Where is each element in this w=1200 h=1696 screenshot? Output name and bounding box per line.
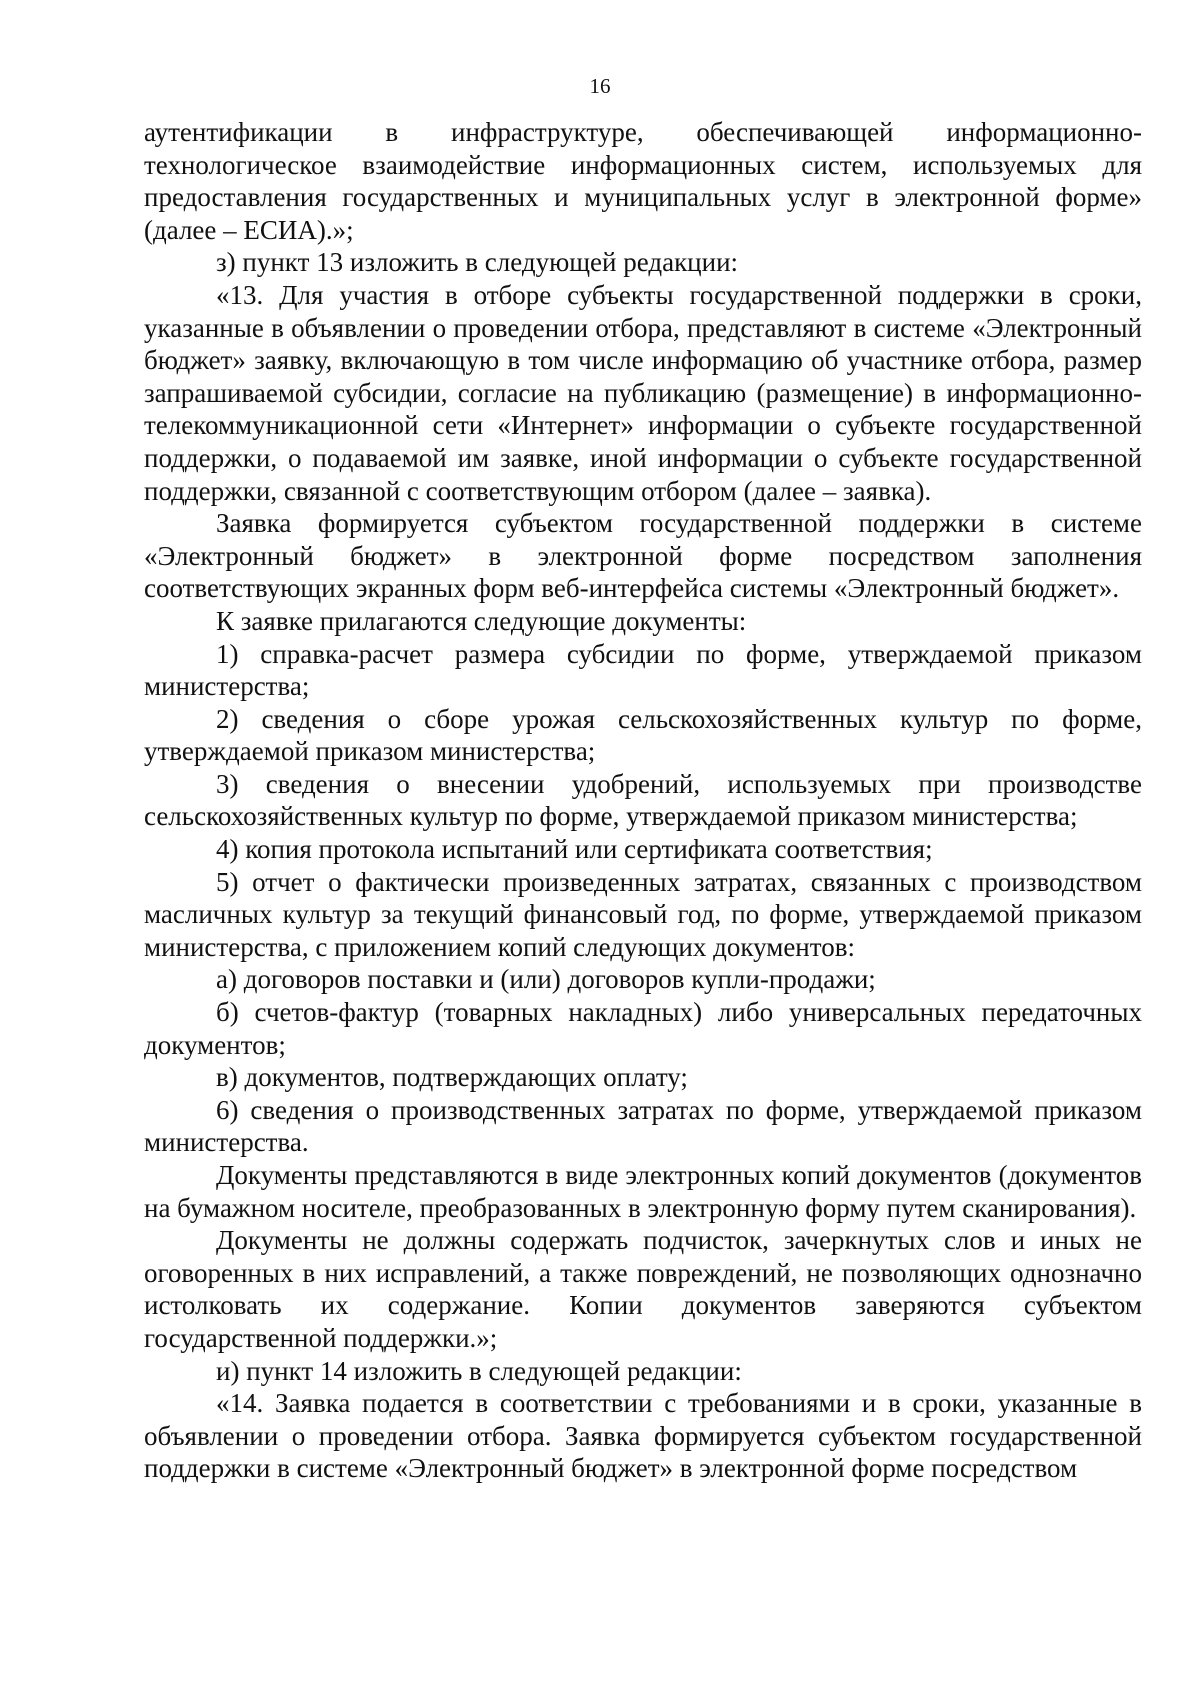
paragraph-esia-continuation: аутентификации в инфраструктуре, обеспечивающей информационно-технологическое взаимодействие информационных систем, используемых для предоставления государственных и муниципальных услуг в электронной форме» (далее – ЕСИА).»; <box>144 117 1142 245</box>
paragraph-document-requirements: Документы не должны содержать подчисток, зачеркнутых слов и иных не оговоренных в них исправлений, а также повреждений, не позволяющих однозначно истолковать их содержание. Копии документов заверяются субъектом государственной поддержки.»; <box>144 1225 1142 1353</box>
list-item-1: 1) справка-расчет размера субсидии по форме, утверждаемой приказом министерства; <box>144 638 1142 702</box>
list-item-5: 5) отчет о фактически произведенных затратах, связанных с производством масличных культур за текущий финансовый год, по форме, утверждаемой приказом министерства, с приложением копий следующих документов: <box>144 866 1142 962</box>
paragraph-clause-14: «14. Заявка подается в соответствии с требованиями и в сроки, указанные в объявлении о проведении отбора. Заявка формируется субъектом государственной поддержки в системе «Электронный бюджет» в электронной форме посредством <box>144 1388 1142 1484</box>
paragraph-application-formation: Заявка формируется субъектом государственной поддержки в системе «Электронный бюджет» в электронной форме посредством заполнения соответствующих экранных форм веб-интерфейса системы «Электронный бюджет». <box>144 508 1142 604</box>
paragraph-item-z: з) пункт 13 изложить в следующей редакции: <box>216 247 739 278</box>
list-item-3: 3) сведения о внесении удобрений, используемых при производстве сельскохозяйственных культур по форме, утверждаемой приказом министерства; <box>144 768 1142 832</box>
paragraph-item-i: и) пункт 14 изложить в следующей редакции: <box>216 1355 742 1386</box>
document-body <box>144 116 1142 1485</box>
list-item-4: 4) копия протокола испытаний или сертификата соответствия; <box>216 834 933 865</box>
sublist-item-b: б) счетов-фактур (товарных накладных) либо универсальных передаточных документов; <box>144 997 1142 1060</box>
list-item-6: 6) сведения о производственных затратах по форме, утверждаемой приказом министерства. <box>144 1094 1142 1158</box>
page-number: 16 <box>589 74 611 98</box>
paragraph-clause-13: «13. Для участия в отборе субъекты государственной поддержки в сроки, указанные в объявлении о проведении отбора, представляют в системе «Электронный бюджет» заявку, включающую в том числе информацию об участнике отбора, размер запрашиваемой субсидии, согласие на публикацию (размещение) в информационно-телекоммуникационной сети «Интернет» информации о субъекте государственной поддержки, о подаваемой им заявке, иной информации о субъекте государственной поддержки, связанной с соответствующим отбором (далее – заявка). <box>144 279 1142 506</box>
list-item-2: 2) сведения о сборе урожая сельскохозяйственных культур по форме, утверждаемой приказом министерства; <box>144 703 1142 767</box>
sublist-item-v: в) документов, подтверждающих оплату; <box>216 1062 688 1093</box>
paragraph-attachments-intro: К заявке прилагаются следующие документы: <box>216 605 747 636</box>
paragraph-electronic-copies: Документы представляются в виде электронных копий документов (документов на бумажном носителе, преобразованных в электронную форму путем сканирования). <box>144 1160 1142 1223</box>
sublist-item-a: а) договоров поставки и (или) договоров купли-продажи; <box>216 964 876 995</box>
